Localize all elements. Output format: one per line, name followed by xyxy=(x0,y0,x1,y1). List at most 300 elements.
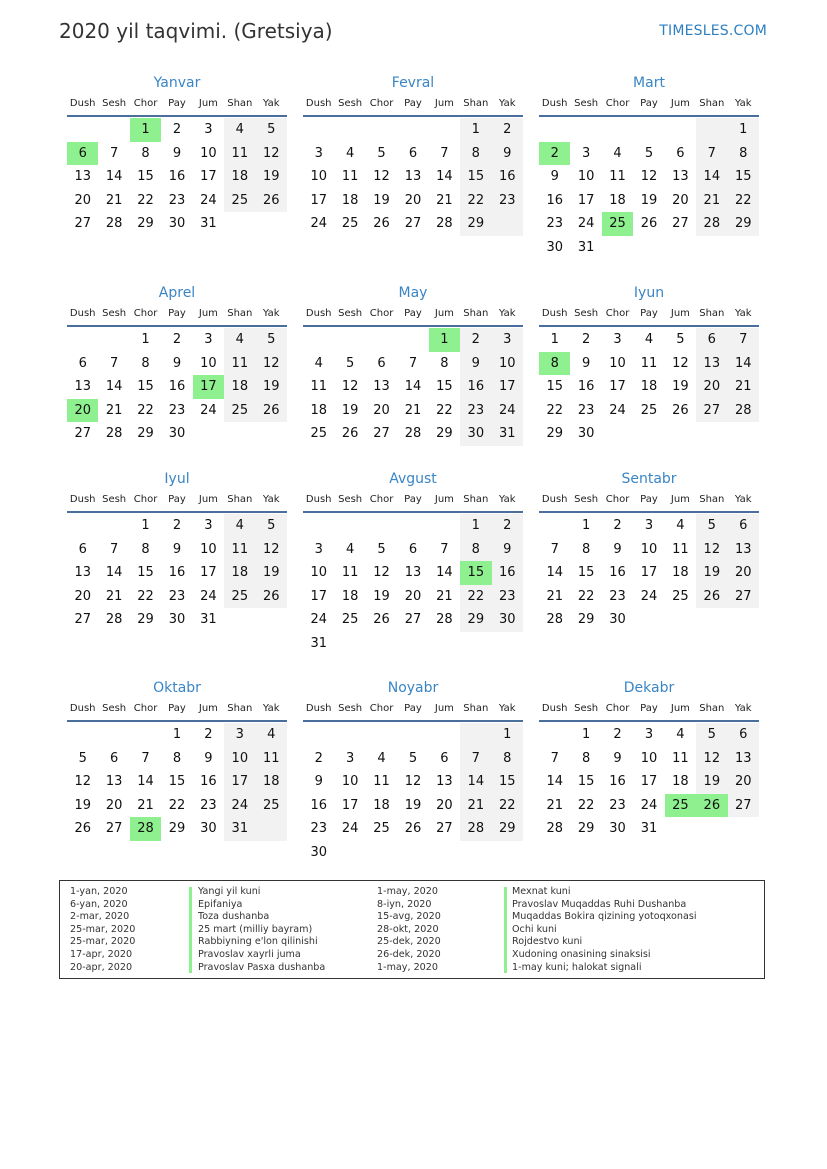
day-cell[interactable]: 3 xyxy=(224,723,255,747)
day-cell[interactable]: 20 xyxy=(728,770,759,794)
day-cell[interactable]: 27 xyxy=(74,426,91,442)
day-cell[interactable]: 8 xyxy=(172,750,182,766)
day-cell[interactable]: 10 xyxy=(224,747,255,771)
day-cell[interactable]: 17 xyxy=(640,565,658,581)
day-cell[interactable]: 1 xyxy=(460,514,491,538)
day-cell[interactable]: 12 xyxy=(256,538,287,562)
day-cell[interactable]: 14 xyxy=(546,565,563,581)
day-cell[interactable]: 22 xyxy=(137,402,154,418)
day-cell[interactable]: 1 xyxy=(429,328,460,352)
day-cell[interactable]: 20 xyxy=(404,192,422,208)
day-cell[interactable]: 18 xyxy=(256,770,287,794)
day-cell[interactable]: 6 xyxy=(78,355,87,371)
day-cell[interactable]: 1 xyxy=(460,118,491,142)
day-cell[interactable]: 4 xyxy=(256,723,287,747)
day-cell[interactable]: 6 xyxy=(408,145,418,161)
day-cell[interactable]: 2 xyxy=(539,142,570,166)
day-cell[interactable]: 22 xyxy=(492,794,523,818)
day-cell[interactable]: 22 xyxy=(546,402,563,418)
day-cell[interactable]: 29 xyxy=(137,426,154,442)
day-cell[interactable]: 23 xyxy=(609,797,626,813)
day-cell[interactable]: 2 xyxy=(460,328,491,352)
day-cell[interactable]: 31 xyxy=(310,635,327,651)
day-cell[interactable]: 7 xyxy=(460,747,491,771)
day-cell[interactable]: 6 xyxy=(78,541,87,557)
day-cell[interactable]: 4 xyxy=(224,514,255,538)
day-cell[interactable]: 4 xyxy=(613,145,622,161)
day-cell[interactable]: 18 xyxy=(224,561,255,585)
day-cell[interactable]: 2 xyxy=(172,518,182,533)
day-cell[interactable]: 4 xyxy=(377,750,386,766)
day-cell[interactable]: 21 xyxy=(436,192,453,208)
day-cell[interactable]: 27 xyxy=(373,426,390,442)
day-cell[interactable]: 23 xyxy=(200,797,217,813)
day-cell[interactable]: 3 xyxy=(314,541,323,557)
day-cell[interactable]: 16 xyxy=(546,192,563,208)
day-cell[interactable]: 26 xyxy=(373,216,390,232)
day-cell[interactable]: 15 xyxy=(168,774,186,790)
day-cell[interactable]: 10 xyxy=(200,145,217,161)
day-cell[interactable]: 16 xyxy=(168,565,186,581)
day-cell[interactable]: 1 xyxy=(581,518,591,533)
day-cell[interactable]: 25 xyxy=(224,189,255,213)
day-cell[interactable]: 13 xyxy=(728,747,759,771)
day-cell[interactable]: 27 xyxy=(105,821,123,837)
day-cell[interactable]: 14 xyxy=(728,352,759,376)
day-cell[interactable]: 1 xyxy=(550,332,559,347)
day-cell[interactable]: 9 xyxy=(613,541,622,557)
day-cell[interactable]: 29 xyxy=(728,212,759,236)
day-cell[interactable]: 16 xyxy=(168,169,186,185)
day-cell[interactable]: 29 xyxy=(460,608,491,632)
day-cell[interactable]: 22 xyxy=(728,189,759,213)
day-cell[interactable]: 4 xyxy=(345,145,355,161)
day-cell[interactable]: 5 xyxy=(644,145,654,161)
day-cell[interactable]: 3 xyxy=(644,727,654,742)
day-cell[interactable]: 20 xyxy=(728,561,759,585)
day-cell[interactable]: 30 xyxy=(577,426,595,442)
day-cell[interactable]: 12 xyxy=(404,774,422,790)
day-cell[interactable]: 11 xyxy=(640,355,658,371)
day-cell[interactable]: 24 xyxy=(200,192,217,208)
day-cell[interactable]: 13 xyxy=(373,379,390,395)
day-cell[interactable]: 27 xyxy=(404,216,422,232)
day-cell[interactable]: 7 xyxy=(550,750,559,766)
day-cell[interactable]: 17 xyxy=(640,774,658,790)
day-cell[interactable]: 24 xyxy=(609,402,626,418)
day-cell[interactable]: 17 xyxy=(310,588,327,604)
day-cell[interactable]: 3 xyxy=(204,518,213,533)
day-cell[interactable]: 5 xyxy=(256,328,287,352)
day-cell[interactable]: 25 xyxy=(310,426,327,442)
day-cell[interactable]: 24 xyxy=(224,794,255,818)
day-cell[interactable]: 18 xyxy=(672,565,689,581)
day-cell[interactable]: 28 xyxy=(436,216,453,232)
day-cell[interactable]: 12 xyxy=(696,747,727,771)
day-cell[interactable]: 11 xyxy=(672,541,689,557)
day-cell[interactable]: 11 xyxy=(672,750,689,766)
day-cell[interactable]: 27 xyxy=(74,612,91,628)
day-cell[interactable]: 30 xyxy=(168,426,186,442)
day-cell[interactable]: 31 xyxy=(200,216,217,232)
day-cell[interactable]: 11 xyxy=(310,379,327,395)
day-cell[interactable]: 3 xyxy=(644,518,654,533)
day-cell[interactable]: 18 xyxy=(640,379,658,395)
day-cell[interactable]: 26 xyxy=(373,612,390,628)
day-cell[interactable]: 7 xyxy=(109,355,119,371)
day-cell[interactable]: 6 xyxy=(728,514,759,538)
day-cell[interactable]: 1 xyxy=(130,118,161,142)
day-cell[interactable]: 12 xyxy=(74,774,91,790)
day-cell[interactable]: 1 xyxy=(172,727,182,742)
day-cell[interactable]: 9 xyxy=(550,169,559,185)
day-cell[interactable]: 17 xyxy=(577,192,595,208)
day-cell[interactable]: 13 xyxy=(74,169,91,185)
day-cell[interactable]: 1 xyxy=(141,332,150,347)
day-cell[interactable]: 26 xyxy=(256,189,287,213)
day-cell[interactable]: 24 xyxy=(200,588,217,604)
day-cell[interactable]: 9 xyxy=(581,355,591,371)
day-cell[interactable]: 23 xyxy=(577,402,595,418)
day-cell[interactable]: 29 xyxy=(577,821,595,837)
day-cell[interactable]: 8 xyxy=(141,355,150,371)
day-cell[interactable]: 29 xyxy=(577,612,595,628)
day-cell[interactable]: 30 xyxy=(492,608,523,632)
day-cell[interactable]: 20 xyxy=(404,588,422,604)
day-cell[interactable]: 18 xyxy=(672,774,689,790)
day-cell[interactable]: 19 xyxy=(256,375,287,399)
day-cell[interactable]: 29 xyxy=(436,426,453,442)
day-cell[interactable]: 31 xyxy=(224,817,255,841)
day-cell[interactable]: 21 xyxy=(105,402,123,418)
day-cell[interactable]: 7 xyxy=(696,142,727,166)
day-cell[interactable]: 27 xyxy=(696,399,727,423)
day-cell[interactable]: 12 xyxy=(672,355,689,371)
day-cell[interactable]: 1 xyxy=(581,727,591,742)
day-cell[interactable]: 12 xyxy=(373,169,390,185)
day-cell[interactable]: 17 xyxy=(200,169,217,185)
day-cell[interactable]: 15 xyxy=(728,165,759,189)
day-cell[interactable]: 26 xyxy=(256,399,287,423)
day-cell[interactable]: 22 xyxy=(460,189,491,213)
day-cell[interactable]: 6 xyxy=(67,142,98,166)
day-cell[interactable]: 28 xyxy=(105,216,123,232)
day-cell[interactable]: 30 xyxy=(168,612,186,628)
day-cell[interactable]: 25 xyxy=(640,402,658,418)
day-cell[interactable]: 14 xyxy=(436,565,453,581)
day-cell[interactable]: 10 xyxy=(310,169,327,185)
day-cell[interactable]: 8 xyxy=(141,541,150,557)
day-cell[interactable]: 19 xyxy=(640,192,658,208)
day-cell[interactable]: 23 xyxy=(492,585,523,609)
day-cell[interactable]: 17 xyxy=(224,770,255,794)
day-cell[interactable]: 28 xyxy=(436,612,453,628)
day-cell[interactable]: 5 xyxy=(377,541,386,557)
day-cell[interactable]: 21 xyxy=(460,794,491,818)
day-cell[interactable]: 24 xyxy=(640,588,658,604)
day-cell[interactable]: 9 xyxy=(460,352,491,376)
day-cell[interactable]: 5 xyxy=(696,514,727,538)
day-cell[interactable]: 17 xyxy=(200,565,217,581)
day-cell[interactable]: 14 xyxy=(404,379,422,395)
day-cell[interactable]: 21 xyxy=(728,375,759,399)
day-cell[interactable]: 27 xyxy=(436,821,453,837)
day-cell[interactable]: 7 xyxy=(109,541,119,557)
day-cell[interactable]: 30 xyxy=(460,422,491,446)
day-cell[interactable]: 30 xyxy=(609,821,626,837)
day-cell[interactable]: 4 xyxy=(676,518,685,533)
day-cell[interactable]: 10 xyxy=(640,750,658,766)
day-cell[interactable]: 22 xyxy=(460,585,491,609)
day-cell[interactable]: 29 xyxy=(460,212,491,236)
day-cell[interactable]: 11 xyxy=(341,169,359,185)
day-cell[interactable]: 11 xyxy=(224,352,255,376)
day-cell[interactable]: 15 xyxy=(577,774,595,790)
day-cell[interactable]: 7 xyxy=(728,328,759,352)
day-cell[interactable]: 12 xyxy=(256,352,287,376)
day-cell[interactable]: 26 xyxy=(696,585,727,609)
day-cell[interactable]: 8 xyxy=(539,352,570,376)
day-cell[interactable]: 18 xyxy=(609,192,626,208)
day-cell[interactable]: 15 xyxy=(460,561,491,585)
day-cell[interactable]: 12 xyxy=(256,142,287,166)
day-cell[interactable]: 8 xyxy=(581,541,591,557)
day-cell[interactable]: 15 xyxy=(460,165,491,189)
day-cell[interactable]: 29 xyxy=(137,612,154,628)
day-cell[interactable]: 19 xyxy=(256,165,287,189)
day-cell[interactable]: 9 xyxy=(172,541,182,557)
day-cell[interactable]: 20 xyxy=(672,192,689,208)
day-cell[interactable]: 19 xyxy=(404,797,422,813)
day-cell[interactable]: 18 xyxy=(310,402,327,418)
day-cell[interactable]: 3 xyxy=(581,145,591,161)
day-cell[interactable]: 15 xyxy=(436,379,453,395)
day-cell[interactable]: 26 xyxy=(74,821,91,837)
day-cell[interactable]: 11 xyxy=(224,538,255,562)
day-cell[interactable]: 10 xyxy=(310,565,327,581)
day-cell[interactable]: 5 xyxy=(377,145,386,161)
day-cell[interactable]: 11 xyxy=(256,747,287,771)
day-cell[interactable]: 13 xyxy=(696,352,727,376)
day-cell[interactable]: 8 xyxy=(460,142,491,166)
day-cell[interactable]: 11 xyxy=(224,142,255,166)
day-cell[interactable]: 15 xyxy=(137,379,154,395)
day-cell[interactable]: 29 xyxy=(492,817,523,841)
day-cell[interactable]: 4 xyxy=(676,727,685,742)
day-cell[interactable]: 22 xyxy=(168,797,186,813)
day-cell[interactable]: 7 xyxy=(141,750,150,766)
day-cell[interactable]: 27 xyxy=(672,216,689,232)
day-cell[interactable]: 14 xyxy=(436,169,453,185)
day-cell[interactable]: 14 xyxy=(460,770,491,794)
day-cell[interactable]: 24 xyxy=(200,402,217,418)
day-cell[interactable]: 20 xyxy=(696,375,727,399)
day-cell[interactable]: 16 xyxy=(200,774,217,790)
day-cell[interactable]: 26 xyxy=(640,216,658,232)
day-cell[interactable]: 23 xyxy=(609,588,626,604)
day-cell[interactable]: 2 xyxy=(314,750,323,766)
day-cell[interactable]: 2 xyxy=(204,727,213,742)
day-cell[interactable]: 6 xyxy=(440,750,449,766)
day-cell[interactable]: 25 xyxy=(256,794,287,818)
day-cell[interactable]: 14 xyxy=(137,774,154,790)
day-cell[interactable]: 28 xyxy=(546,821,563,837)
day-cell[interactable]: 11 xyxy=(609,169,626,185)
day-cell[interactable]: 16 xyxy=(609,565,626,581)
day-cell[interactable]: 5 xyxy=(676,332,685,347)
day-cell[interactable]: 29 xyxy=(137,216,154,232)
day-cell[interactable]: 9 xyxy=(172,355,182,371)
brand-link[interactable]: TIMESLES.COM xyxy=(659,23,767,39)
day-cell[interactable]: 13 xyxy=(672,169,689,185)
day-cell[interactable]: 3 xyxy=(204,122,213,137)
day-cell[interactable]: 21 xyxy=(105,588,123,604)
day-cell[interactable]: 14 xyxy=(105,379,123,395)
day-cell[interactable]: 6 xyxy=(676,145,685,161)
day-cell[interactable]: 6 xyxy=(696,328,727,352)
day-cell[interactable]: 16 xyxy=(310,797,327,813)
day-cell[interactable]: 13 xyxy=(728,538,759,562)
day-cell[interactable]: 10 xyxy=(640,541,658,557)
day-cell[interactable]: 15 xyxy=(577,565,595,581)
day-cell[interactable]: 28 xyxy=(696,212,727,236)
day-cell[interactable]: 17 xyxy=(609,379,626,395)
day-cell[interactable]: 19 xyxy=(672,379,689,395)
day-cell[interactable]: 12 xyxy=(640,169,658,185)
day-cell[interactable]: 5 xyxy=(256,118,287,142)
day-cell[interactable]: 8 xyxy=(492,747,523,771)
day-cell[interactable]: 5 xyxy=(345,355,355,371)
day-cell[interactable]: 19 xyxy=(341,402,359,418)
day-cell[interactable]: 3 xyxy=(492,328,523,352)
day-cell[interactable]: 4 xyxy=(224,118,255,142)
day-cell[interactable]: 18 xyxy=(373,797,390,813)
day-cell[interactable]: 21 xyxy=(696,189,727,213)
day-cell[interactable]: 25 xyxy=(665,794,696,818)
day-cell[interactable]: 6 xyxy=(408,541,418,557)
day-cell[interactable]: 23 xyxy=(546,216,563,232)
day-cell[interactable]: 3 xyxy=(345,750,355,766)
day-cell[interactable]: 15 xyxy=(137,169,154,185)
day-cell[interactable]: 29 xyxy=(168,821,186,837)
day-cell[interactable]: 21 xyxy=(436,588,453,604)
day-cell[interactable]: 23 xyxy=(168,588,186,604)
day-cell[interactable]: 26 xyxy=(404,821,422,837)
day-cell[interactable]: 19 xyxy=(696,770,727,794)
day-cell[interactable]: 30 xyxy=(200,821,217,837)
day-cell[interactable]: 31 xyxy=(492,422,523,446)
day-cell[interactable]: 24 xyxy=(640,797,658,813)
day-cell[interactable]: 16 xyxy=(609,774,626,790)
day-cell[interactable]: 20 xyxy=(74,192,91,208)
day-cell[interactable]: 30 xyxy=(609,612,626,628)
day-cell[interactable]: 28 xyxy=(728,399,759,423)
day-cell[interactable]: 16 xyxy=(577,379,595,395)
day-cell[interactable]: 7 xyxy=(109,145,119,161)
day-cell[interactable]: 6 xyxy=(377,355,386,371)
day-cell[interactable]: 20 xyxy=(105,797,123,813)
day-cell[interactable]: 7 xyxy=(408,355,418,371)
day-cell[interactable]: 3 xyxy=(314,145,323,161)
day-cell[interactable]: 27 xyxy=(404,612,422,628)
day-cell[interactable]: 26 xyxy=(696,794,727,818)
day-cell[interactable]: 25 xyxy=(341,216,359,232)
day-cell[interactable]: 8 xyxy=(581,750,591,766)
day-cell[interactable]: 2 xyxy=(613,518,622,533)
day-cell[interactable]: 19 xyxy=(373,588,390,604)
day-cell[interactable]: 26 xyxy=(341,426,359,442)
day-cell[interactable]: 31 xyxy=(640,821,658,837)
day-cell[interactable]: 22 xyxy=(137,588,154,604)
day-cell[interactable]: 29 xyxy=(546,426,563,442)
day-cell[interactable]: 8 xyxy=(460,538,491,562)
day-cell[interactable]: 13 xyxy=(436,774,453,790)
day-cell[interactable]: 28 xyxy=(404,426,422,442)
day-cell[interactable]: 28 xyxy=(105,426,123,442)
day-cell[interactable]: 11 xyxy=(373,774,390,790)
day-cell[interactable]: 15 xyxy=(492,770,523,794)
day-cell[interactable]: 27 xyxy=(728,794,759,818)
day-cell[interactable]: 18 xyxy=(224,375,255,399)
day-cell[interactable]: 25 xyxy=(672,588,689,604)
day-cell[interactable]: 21 xyxy=(546,797,563,813)
day-cell[interactable]: 3 xyxy=(204,332,213,347)
day-cell[interactable]: 9 xyxy=(172,145,182,161)
day-cell[interactable]: 7 xyxy=(550,541,559,557)
day-cell[interactable]: 9 xyxy=(492,142,523,166)
day-cell[interactable]: 20 xyxy=(74,588,91,604)
day-cell[interactable]: 21 xyxy=(137,797,154,813)
day-cell[interactable]: 17 xyxy=(310,192,327,208)
day-cell[interactable]: 25 xyxy=(224,585,255,609)
day-cell[interactable]: 4 xyxy=(345,541,355,557)
day-cell[interactable]: 25 xyxy=(224,399,255,423)
day-cell[interactable]: 23 xyxy=(168,402,186,418)
day-cell[interactable]: 20 xyxy=(67,399,98,423)
day-cell[interactable]: 24 xyxy=(341,821,359,837)
day-cell[interactable]: 21 xyxy=(105,192,123,208)
day-cell[interactable]: 14 xyxy=(105,169,123,185)
day-cell[interactable]: 18 xyxy=(341,192,359,208)
day-cell[interactable]: 10 xyxy=(200,541,217,557)
day-cell[interactable]: 4 xyxy=(644,332,654,347)
day-cell[interactable]: 2 xyxy=(492,118,523,142)
day-cell[interactable]: 25 xyxy=(373,821,390,837)
day-cell[interactable]: 13 xyxy=(74,565,91,581)
day-cell[interactable]: 12 xyxy=(373,565,390,581)
day-cell[interactable]: 9 xyxy=(613,750,622,766)
day-cell[interactable]: 26 xyxy=(256,585,287,609)
day-cell[interactable]: 10 xyxy=(609,355,626,371)
day-cell[interactable]: 5 xyxy=(696,723,727,747)
day-cell[interactable]: 19 xyxy=(373,192,390,208)
day-cell[interactable]: 19 xyxy=(74,797,91,813)
day-cell[interactable]: 13 xyxy=(404,565,422,581)
day-cell[interactable]: 2 xyxy=(581,332,591,347)
day-cell[interactable]: 20 xyxy=(436,797,453,813)
day-cell[interactable]: 13 xyxy=(404,169,422,185)
day-cell[interactable]: 16 xyxy=(492,561,523,585)
day-cell[interactable]: 1 xyxy=(492,723,523,747)
day-cell[interactable]: 25 xyxy=(341,612,359,628)
day-cell[interactable]: 23 xyxy=(168,192,186,208)
day-cell[interactable]: 4 xyxy=(314,355,323,371)
day-cell[interactable]: 24 xyxy=(492,399,523,423)
day-cell[interactable]: 6 xyxy=(109,750,119,766)
day-cell[interactable]: 26 xyxy=(672,402,689,418)
day-cell[interactable]: 22 xyxy=(577,797,595,813)
day-cell[interactable]: 4 xyxy=(224,328,255,352)
